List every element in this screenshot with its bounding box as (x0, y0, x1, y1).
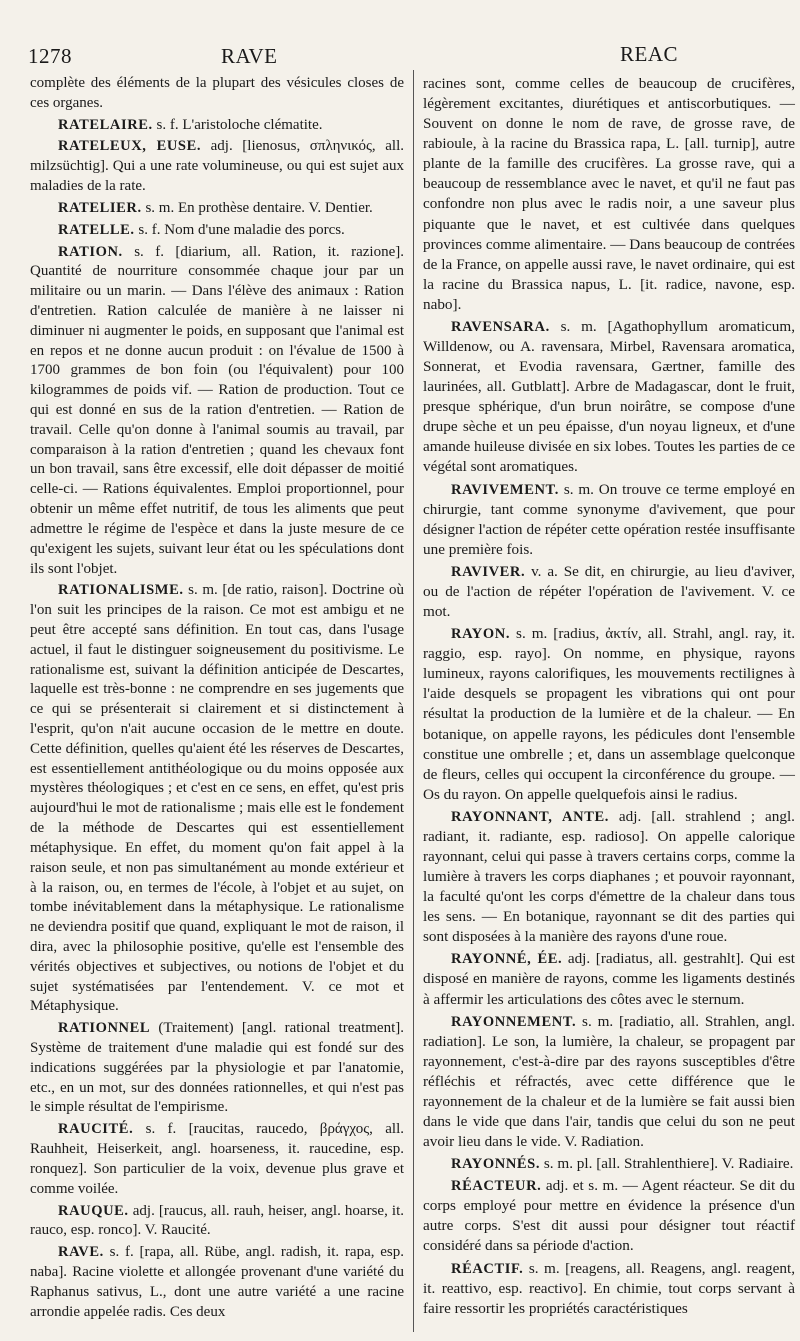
entry-headword: RATELAIRE. (58, 116, 153, 133)
right-column (423, 74, 795, 1321)
entry-definition: adj. et s. m. — Agent réacteur. Se dit du corps employé pour mettre en évidence la présence d'un autre corps. S'est dit aussi pour désigner tout réactif considéré dans sa période d'action. (423, 1177, 795, 1255)
entry-definition: adj. [all. strahlend ; angl. radiant, it. radiante, esp. radioso]. On appelle calorique rayonnant, celui qui passe à travers certains corps, comme la lumière à travers les corps diaphanes ; et pouvoir rayonnant, la faculté qu'ont les corps d'émettre de la chaleur dans tous les sens. — En botanique, rayonnant se dit des parties qui sont disposées à la manière des rayons d'une roue. (423, 807, 795, 946)
entry-headword: RATELLE. (58, 221, 135, 238)
entry-headword: RAYON. (451, 626, 511, 643)
entry-definition: s. m. [radius, ἀκτίν, all. Strahl, angl. ray, it. raggio, esp. rayo]. On nomme, en physique, rayons lumineux, rayons calorifiques, les mouvements rectilignes à l'aide desquels se propagent les vibrations qui ont pour résultat la production de la lumière et de la chaleur. — En botanique, on appelle rayons, les pédicules dont l'ensemble constitue une ombrelle ; et, dans un assemblage quelconque de fleurs, celles qui occupent la circonférence du groupe. — Os du rayon. On appelle quelquefois ainsi le radius. (423, 625, 795, 803)
left-running-head: RAVE (221, 44, 278, 68)
dictionary-entry (423, 1259, 795, 1319)
entry-definition: adj. [radiatus, all. gestrahlt]. Qui est disposé en manière de rayons, comme les ligaments destinés à affermir les articulations des côtes avec le sternum. (423, 950, 795, 1008)
entry-definition: (Traitement) [angl. rational treatment]. Système de traitement d'une maladie qui est fondé sur des indications suggérées par la physiologie et par l'anatomie, etc., en un mot, sur des données rationnelles, et qui n'est pas le simple résultat de l'empirisme. (30, 1020, 404, 1116)
entry-headword: RAVIVER. (451, 563, 526, 580)
entry-headword: RAVE. (58, 1244, 104, 1261)
right-running-head: REAC (620, 42, 679, 66)
entry-headword: RAUQUE. (58, 1202, 129, 1219)
entry-definition: s. m. [de ratio, raison]. Doctrine où l'on suit les principes de la raison. Ce mot est ambigu et ne peut être accepté sans définition. En tout cas, dans l'usage actuel, il faut le distinguer soigneusement du positivisme. Le rationalisme est, suivant la définition anticipée de Descartes, laquelle est très-bonne : ne comprendre en ses jugements que ce qui se présenterait si clairement et si distinctement à l'esprit, qu'on n'ait aucune occasion de le mettre en doute. Cette définition, quelles qu'aient été les réserves de Descartes, est essentiellement antithéologique ou du moins opposée aux mystères théologiques ; et c'est en ce sens, en effet, qu'est pris aujourd'hui le mot de rationalisme ; mais elle est le fondement de la méthode de Descartes qui est essentiellement métaphysique. En effet, du moment qu'on fait appel à la raison seule, et non pas simultanément au monde extérieur et à la raison, ou, en termes de l'école, à l'objet et au sujet, on tombe inévitablement dans la métaphysique. Le rationalisme ne deviendra positif que quand, expliquant le mot de raison, il dira, avec la philosophie positive, qu'elle est l'ensemble des vérités objectives et subjectives, ou notions de l'objet et du sujet systématisées par l'entendement. V. ce mot et Métaphysique. (30, 582, 404, 1015)
entry-definition: s. f. [raucitas, raucedo, βράγχος, all. Rauhheit, Heiserkeit, angl. hoarseness, it. raucedine, esp. ronquez]. Son particulier de la voix, devenue plus grave et comme voilée. (30, 1121, 404, 1197)
dictionary-entry (30, 116, 404, 136)
running-header (28, 34, 790, 68)
dictionary-entry (423, 949, 795, 1009)
dictionary-entry (30, 1120, 404, 1199)
entry-definition: complète des éléments de la plupart des vésicules closes de ces organes. (30, 75, 404, 111)
entry-headword: RÉACTIF. (451, 1260, 524, 1277)
entry-headword: RAYONNANT, ANTE. (451, 808, 609, 825)
entry-definition: s. m. [reagens, all. Reagens, angl. reagent, it. reattivo, esp. reactivo]. En chimie, tout corps servant à faire ressortir les propriétés caractéristiques (423, 1259, 795, 1317)
dictionary-entry (30, 1243, 404, 1322)
entry-definition: adj. [raucus, all. rauh, heiser, angl. hoarse, it. rauco, esp. ronco]. V. Raucité. (30, 1202, 404, 1239)
entry-continuation (423, 74, 795, 315)
dictionary-entry (423, 807, 795, 948)
dictionary-entry (423, 624, 795, 805)
entry-definition: s. f. L'aristoloche clématite. (152, 116, 323, 133)
entry-headword: RAVIVEMENT. (451, 481, 559, 498)
entry-definition: s. m. On trouve ce terme employé en chirurgie, tant comme synonyme d'avivement, que pour désigner l'action de répéter cette opération restée insuffisante une première fois. (423, 480, 795, 558)
entry-headword: RÉACTEUR. (451, 1178, 542, 1195)
entry-definition: adj. [lienosus, σπληνικός, all. milzsüchtig]. Qui a une rate volumineuse, ou qui est sujet aux maladies de la rate. (30, 138, 404, 195)
entry-headword: RAVENSARA. (451, 318, 550, 335)
page-number: 1278 (28, 44, 72, 68)
dictionary-entry (30, 221, 404, 241)
entry-definition: v. a. Se dit, en chirurgie, au lieu d'aviver, ou de l'action de répéter l'opération de l'avivement. V. ce mot. (423, 562, 795, 621)
entry-definition: s. f. Nom d'une maladie des porcs. (134, 221, 345, 238)
dictionary-entry (30, 1202, 404, 1242)
entry-continuation (30, 74, 404, 114)
entry-definition: s. m. pl. [all. Strahlenthiere]. V. Radiaire. (540, 1155, 794, 1173)
entry-definition: s. f. [rapa, all. Rübe, angl. radish, it. rapa, esp. naba]. Racine violette et allongée provenant d'une variété du Raphanus sativus, L., dont une autre variété a une racine arrondie appelée radis. Ces deux (30, 1244, 404, 1320)
dictionary-entry (423, 1176, 795, 1256)
entry-headword: RAYONNEMENT. (451, 1013, 577, 1030)
dictionary-entry (30, 199, 404, 219)
entry-definition: s. m. [radiatio, all. Strahlen, angl. radiation]. Le son, la lumière, la chaleur, se propagent par rayonnement, c'est-à-dire par des rayons susceptibles d'être réfléchis et réfractés, avec cette différence que le rayonnement de la chaleur et de la lumière se fait aussi bien dans le vide que dans l'air, tandis que celui du son ne peut avoir lieu dans le vide. V. Radiation. (423, 1012, 795, 1151)
dictionary-entry (423, 480, 795, 560)
entry-definition: racines sont, comme celles de beaucoup de crucifères, légèrement excitantes, diurétiques et antiscorbutiques. — Souvent on donne le nom de rave, de grosse rave, de rabioule, à la racine du Brassica rapa, L. [all. turnip], autre plante de la famille des crucifères. La grosse rave, qui a beaucoup de ressemblance avec le navet, et qu'il ne faut pas confondre non plus avec le radis noir, a une saveur plus piquante que le navet, et est cultivée dans quelques provinces comme alimentaire. — Dans beaucoup de contrées de la France, on appelle aussi rave, le navet ordinaire, qui est la racine du Brassica napus, L. [it. radice, navone, esp. nabo]. (423, 75, 795, 313)
dictionary-entry (30, 581, 404, 1017)
entry-headword: RAYONNÉ, ÉE. (451, 951, 563, 968)
dictionary-entry (30, 137, 404, 196)
dictionary-entry (30, 243, 404, 580)
entry-headword: RATIONALISME. (58, 582, 184, 599)
entry-headword: RAUCITÉ. (58, 1121, 134, 1138)
dictionary-entry (423, 1154, 795, 1174)
entry-definition: s. m. [Agathophyllum aromaticum, Willdenow, ou A. ravensara, Mirbel, Ravensara aromatica, Sonnerat, et Evodia ravensara, Gærtner, famille des laurinées, all. Gutblatt]. Arbre de Madagascar, dont le fruit, presque sphérique, d'un brun noirâtre, se compose d'une drupe sèche et un peu épaisse, d'un noyau ligneux, et d'une amande huileuse divisée en six lobes. Toutes les parties de ce végétal sont aromatiques. (423, 317, 795, 476)
entry-definition: s. f. [diarium, all. Ration, it. razione]. Quantité de nourriture consommée chaque jour par un militaire ou un marin. — Dans l'élève des animaux : Ration d'entretien. Ration calculée de manière à ne laisser ni diminuer ni augmenter le poids, en supposant que l'animal est en repos et ne donne aucun produit : on l'évalue de 1500 à 1700 grammes de bon foin (ou l'équivalent) pour 100 kilogrammes de poids vif. — Ration de production. Tout ce qui est donné en sus de la ration d'entretien. — Ration de travail. Celle qu'on donne à l'animal soumis au travail, par comparaison à la ration d'entretien ; quand les chevaux font un bon travail, sans être excessif, elle doit dépasser de moitié celle-ci. — Rations équivalentes. Emploi proportionnel, pour obtenir un même effet nutritif, de tous les aliments que peut admettre le régime de l'espèce et dans la juste mesure de ce qu'exigent les sujets, suivant leur état ou les spéculations dont ils sont l'objet. (30, 243, 404, 577)
entry-headword: RATELIER. (58, 199, 142, 216)
entry-headword: RAYONNÉS. (451, 1156, 541, 1173)
dictionary-entry (30, 1019, 404, 1118)
entry-definition: s. m. En prothèse dentaire. V. Dentier. (141, 199, 373, 216)
entry-headword: RATION. (58, 243, 123, 260)
dictionary-entry (423, 317, 795, 478)
dictionary-entry (423, 1012, 795, 1153)
left-column (30, 74, 404, 1324)
entry-headword: RATELEUX, EUSE. (58, 138, 202, 155)
entry-headword: RATIONNEL (58, 1020, 151, 1037)
column-divider (413, 70, 414, 1332)
dictionary-entry (423, 562, 795, 622)
